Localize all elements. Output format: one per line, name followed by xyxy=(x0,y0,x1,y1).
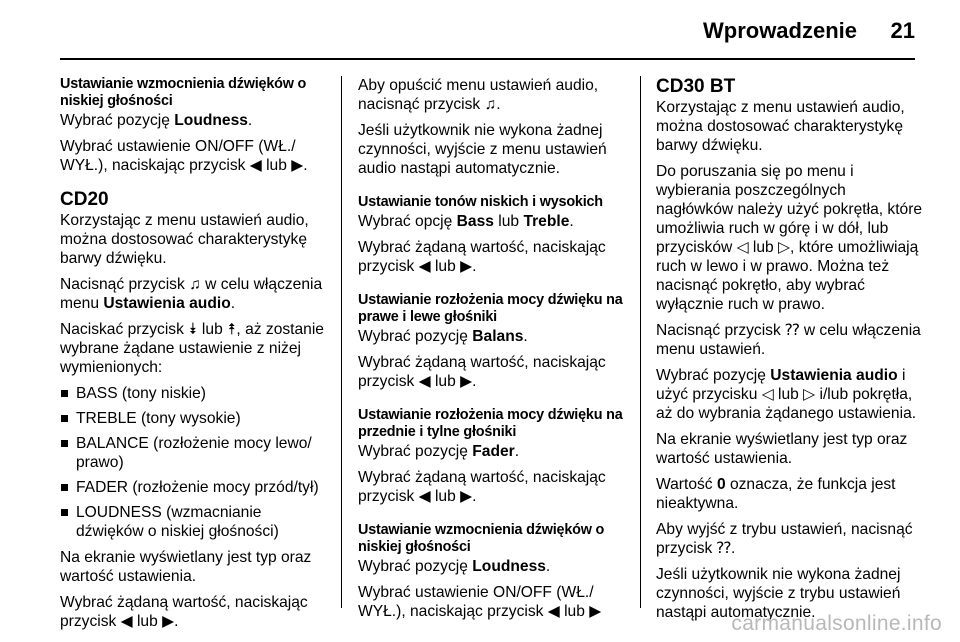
text: Wybrać pozycję xyxy=(60,112,175,129)
paragraph: Jeśli użytkownik nie wykona żadnej czynności, wyjście z trybu ustawień nastąpi automatycznie. xyxy=(656,566,901,621)
bold-term: Balans xyxy=(472,328,524,345)
list-item xyxy=(60,503,328,541)
bullet-icon xyxy=(61,415,68,422)
text: Wybrać pozycję xyxy=(656,367,771,384)
list-item xyxy=(60,478,328,497)
paragraph: Jeśli użytkownik nie wykona żadnej czynności, wyjście z menu ustawień audio nastąpi automatycznie. xyxy=(358,122,607,177)
page-number: 21 xyxy=(890,18,915,43)
column-3 xyxy=(656,76,926,629)
column-divider-1 xyxy=(341,76,342,608)
paragraph: Wybrać ustawienie ON/OFF (WŁ./ WYŁ.), naciskając przycisk ◀ lub ▶. xyxy=(60,138,308,174)
bold-term: Loudness xyxy=(174,112,248,129)
heading-cd20: CD20 xyxy=(60,189,109,210)
subheading-bass-treble: Ustawianie tonów niskich i wysokich xyxy=(358,194,603,210)
text: Wybrać pozycję xyxy=(358,558,473,575)
list-item-text: BALANCE (rozłożenie mocy lewo/ prawo) xyxy=(76,435,312,471)
column-2 xyxy=(358,76,630,628)
text: . xyxy=(569,213,574,230)
text: lub xyxy=(493,213,524,230)
paragraph xyxy=(656,475,926,513)
text: . xyxy=(545,558,551,575)
paragraph xyxy=(358,327,630,346)
bullet-icon xyxy=(61,484,68,491)
paragraph: Na ekranie wyświetlany jest typ oraz wartość ustawienia. xyxy=(60,549,312,585)
bold-term: Loudness xyxy=(472,558,546,575)
paragraph: Korzystając z menu ustawień audio, można dostosować charakterystykę barwy dźwięku. xyxy=(60,212,309,267)
paragraph: Do poruszania się po menu i wybierania poszczególnych nagłówków należy użyć pokrętła, które umożliwia ruch w górę i w dół, lub przycisków ◁ lub ▷, które umożliwiają ruch w lewo i w prawo. Można też nacisnąć pokrętło, aby wybrać wyłącznie ruch w prawo. xyxy=(656,163,923,313)
list-item xyxy=(60,409,328,428)
bold-term: 0 xyxy=(716,476,726,493)
paragraph xyxy=(60,275,328,313)
bullet-icon xyxy=(61,440,68,447)
text: Wybrać pozycję xyxy=(358,443,473,460)
settings-list xyxy=(60,384,328,541)
text: oznacza, że funkcja jest nieaktywna. xyxy=(656,476,896,512)
bullet-icon xyxy=(61,509,68,516)
text: . xyxy=(230,295,236,312)
paragraph: Naciskać przycisk ⯯ lub ⯭, aż zostanie wybrane żądane ustawienie z niżej wymienionych: xyxy=(60,321,324,376)
text: Nacisnąć przycisk ♫ w celu włączenia menu xyxy=(60,276,323,312)
page-title: Wprowadzenie xyxy=(702,18,857,43)
paragraph: Wybrać żądaną wartość, naciskając przycisk ◀ lub ▶. xyxy=(358,239,606,275)
text: Wartość xyxy=(656,476,717,493)
paragraph xyxy=(358,557,630,576)
bold-term: Fader xyxy=(472,443,515,460)
list-item-text: FADER (rozłożenie mocy przód/tył) xyxy=(76,479,319,496)
paragraph: Aby opuścić menu ustawień audio, nacisnąć przycisk ♫. xyxy=(358,77,599,113)
paragraph: Aby wyjść z trybu ustawień, nacisnąć przycisk ⁇. xyxy=(656,521,913,557)
list-item xyxy=(60,384,328,403)
bold-term: Ustawienia audio xyxy=(103,295,231,312)
list-item-text: BASS (tony niskie) xyxy=(76,385,206,402)
paragraph: Wybrać żądaną wartość, naciskając przycisk ◀ lub ▶. xyxy=(358,469,606,505)
bullet-icon xyxy=(61,390,68,397)
paragraph xyxy=(656,366,926,423)
column-1 xyxy=(60,76,328,638)
paragraph: Korzystając z menu ustawień audio, można dostosować charakterystykę barwy dźwięku. xyxy=(656,99,905,154)
subheading-fader: Ustawianie rozłożenia mocy dźwięku na przednie i tylne głośniki xyxy=(358,407,623,440)
text: . xyxy=(247,112,253,129)
paragraph: Na ekranie wyświetlany jest typ oraz wartość ustawienia. xyxy=(656,431,908,467)
header-rule xyxy=(60,58,915,60)
paragraph xyxy=(358,212,630,231)
paragraph: Wybrać żądaną wartość, naciskając przycisk ◀ lub ▶. xyxy=(358,354,606,390)
subheading-loudness: Ustawianie wzmocnienia dźwięków o niskiej głośności xyxy=(60,76,307,109)
text: Wybrać pozycję xyxy=(358,328,473,345)
paragraph: Wybrać ustawienie ON/OFF (WŁ./ WYŁ.), naciskając przycisk ◀ lub ▶ xyxy=(358,584,602,620)
list-item-text: LOUDNESS (wzmacnianie dźwięków o niskiej głośności) xyxy=(76,504,279,540)
paragraph: Nacisnąć przycisk ⁇ w celu włączenia menu ustawień. xyxy=(656,322,921,358)
list-item-text: TREBLE (tony wysokie) xyxy=(76,410,241,427)
paragraph xyxy=(60,111,328,130)
paragraph xyxy=(358,442,630,461)
page-header xyxy=(60,12,915,52)
bold-term: Ustawienia audio xyxy=(770,367,898,384)
bold-term: Treble xyxy=(523,213,570,230)
text: i użyć przycisku ◁ lub ▷ i/lub pokrętła, aż do wybrania żądanego ustawienia. xyxy=(656,367,917,422)
text: Wybrać opcję xyxy=(358,213,457,230)
subheading-loudness: Ustawianie wzmocnienia dźwięków o niskiej głośności xyxy=(358,522,605,555)
subheading-balance: Ustawianie rozłożenia mocy dźwięku na prawe i lewe głośniki xyxy=(358,292,623,325)
list-item xyxy=(60,434,328,472)
paragraph: Wybrać żądaną wartość, naciskając przycisk ◀ lub ▶. xyxy=(60,594,308,630)
heading-cd30bt: CD30 BT xyxy=(656,76,736,97)
text: . xyxy=(514,443,520,460)
bold-term: Bass xyxy=(456,213,494,230)
column-divider-2 xyxy=(640,76,641,608)
text: . xyxy=(523,328,528,345)
watermark: carmanualsonline.info xyxy=(731,612,942,635)
